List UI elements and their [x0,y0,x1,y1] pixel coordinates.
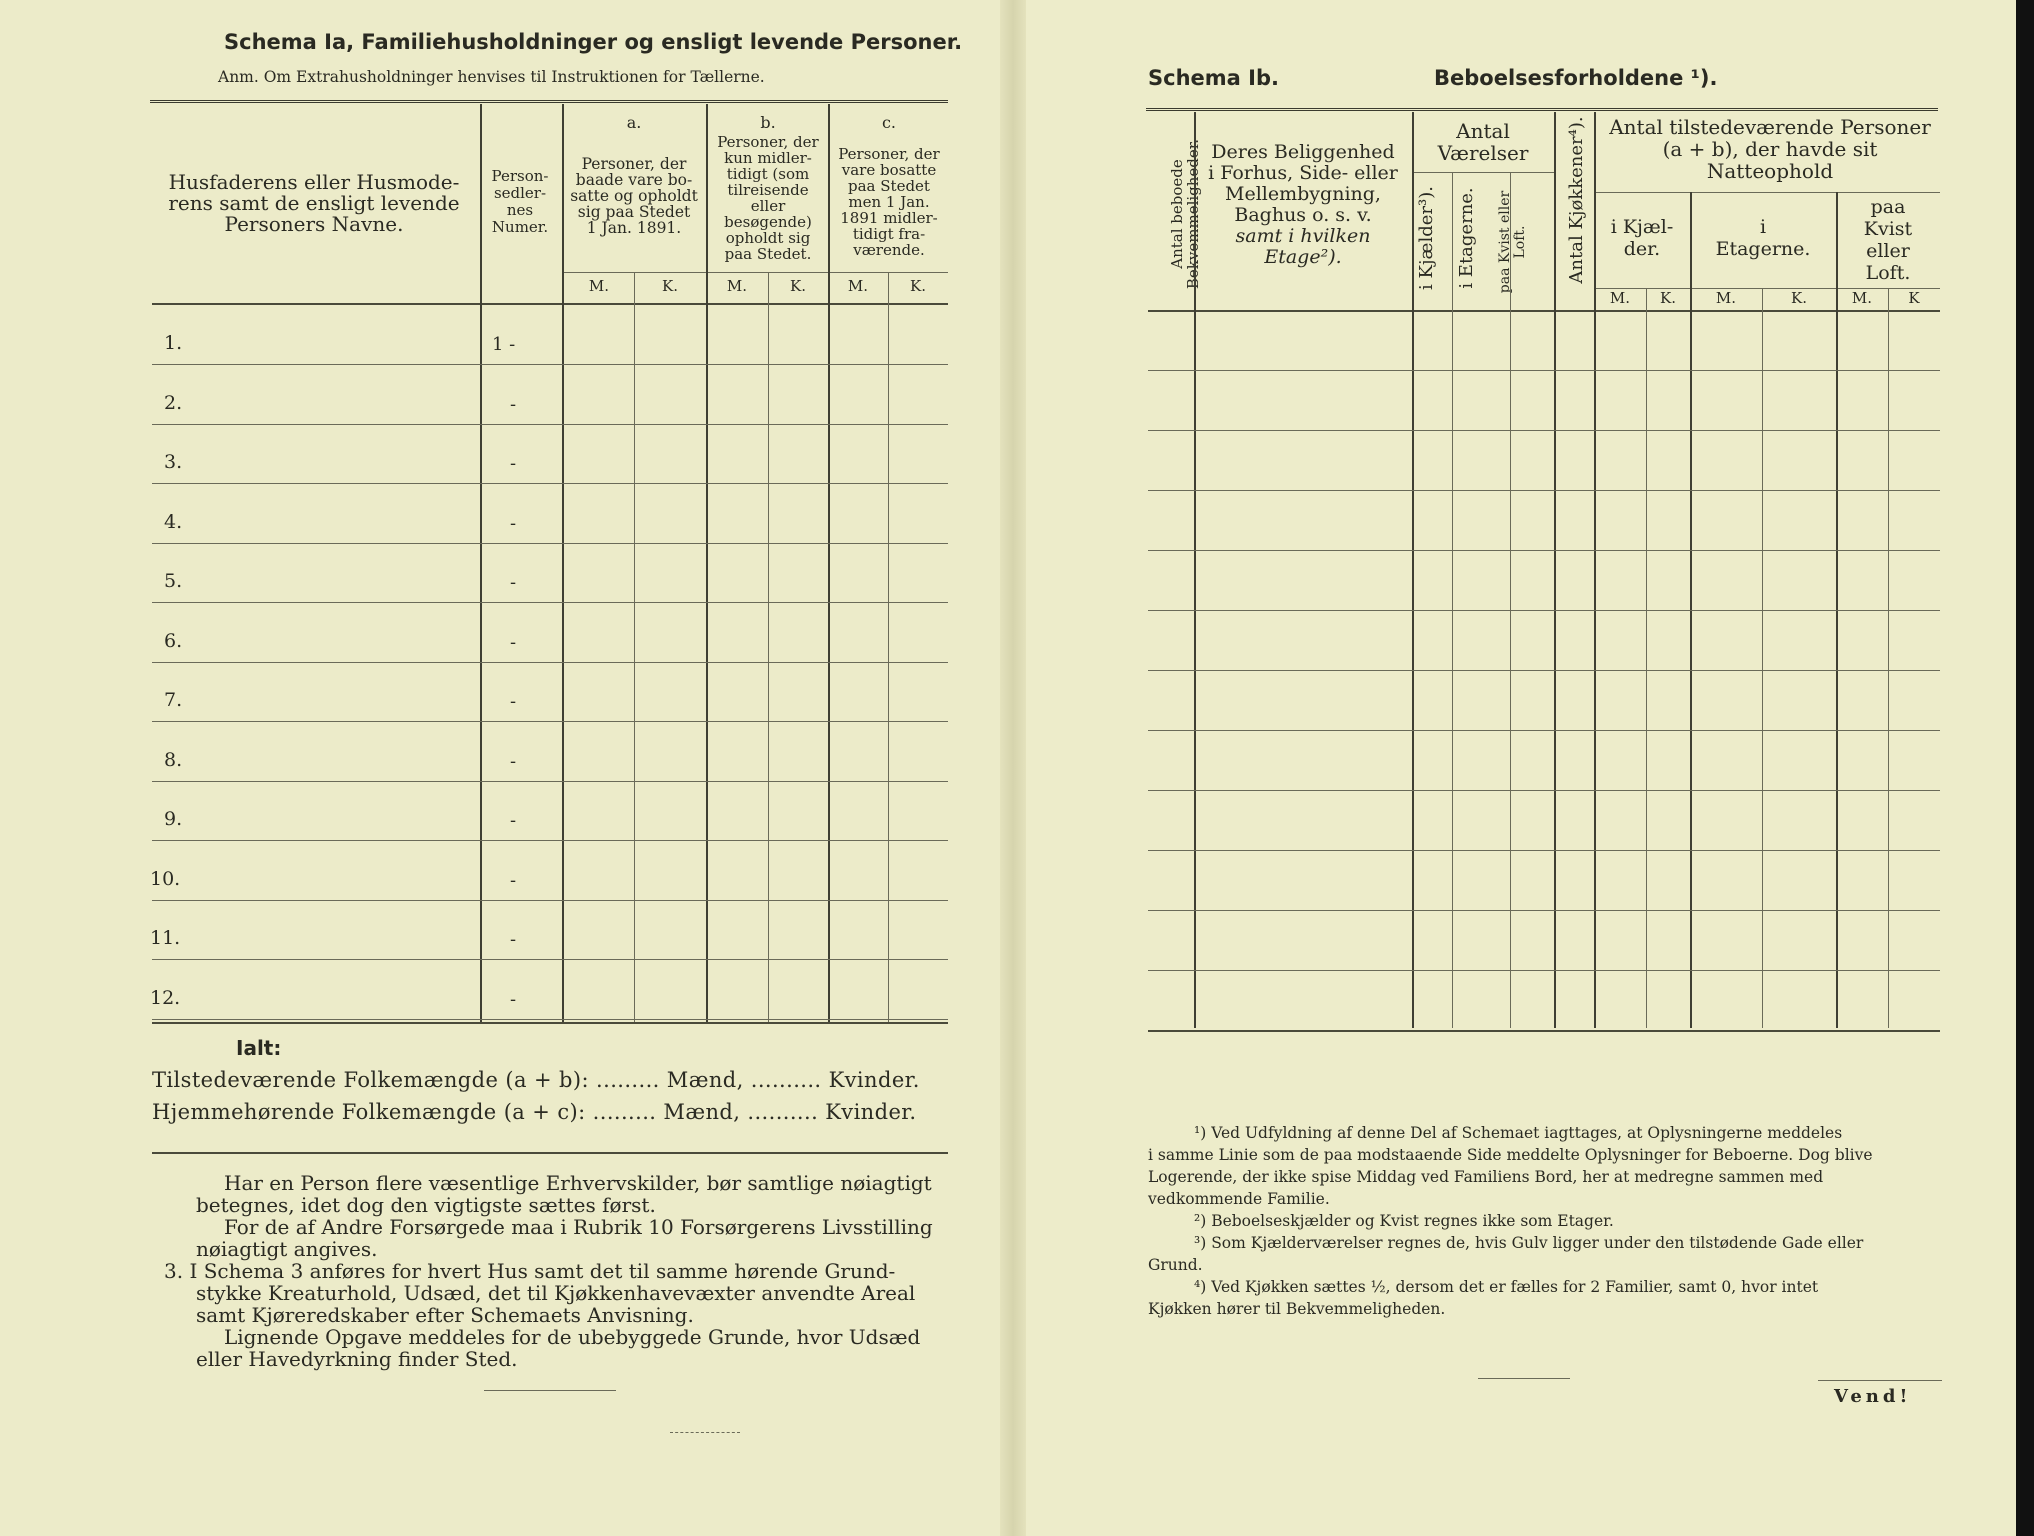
footnote-line: ³) Som Kjælderværelser regnes de, hvis Gulv ligger under den tilstødende Gade eller [1194,1234,1864,1252]
mk-label: K [1908,289,1920,307]
mk-label: K. [662,277,678,295]
row-rule [1148,910,1940,911]
col-divider [1762,288,1763,1028]
row-number: 4. [164,510,183,533]
col-c-letter: c. [881,113,897,132]
col-divider [562,104,564,1022]
col-divider [634,272,635,1022]
row-rule [152,483,948,484]
mk-label: M. [588,277,610,295]
book-gutter [1000,0,1026,1536]
personer-rule [1594,192,1940,193]
row-rule [152,840,948,841]
total-resident: Hjemmehørende Folkemængde (a + c): ......... Mænd, .......... Kvinder. [152,1100,917,1124]
end-rule [484,1390,616,1391]
row-person-number: 1 - [492,334,516,355]
col-antal-vaerelser-header: Antal Værelser [1437,119,1529,165]
note-line: stykke Kreaturhold, Udsæd, det til Kjøkkenhavevæxter anvendte Areal [196,1281,916,1305]
ialt-label: Ialt: [236,1036,282,1060]
row-person-number: - [510,512,517,534]
col-bekvemmeligheder-header: Antal beboede Bekvemmeligheder. [1168,138,1202,290]
row-number: 7. [164,689,183,711]
row-rule [152,900,948,901]
schema-ib-title: Schema Ib. [1148,66,1279,90]
mk-label: M. [1609,289,1631,307]
col-names-header: Husfaderens eller Husmode- rens samt de ensligt levende Personers Navne. [168,170,460,236]
end-rule-dashed [670,1432,740,1433]
row-number: 5. [164,570,183,592]
row-person-number: - [510,393,517,415]
schema-ib-subtitle: Beboelsesforholdene ¹). [1434,66,1718,90]
mk-label: M. [1851,289,1873,307]
row-number: 10. [150,867,181,890]
row-rule [152,1019,948,1020]
vaerelser-rule [1412,172,1554,173]
col-divider [888,272,889,1022]
footnote-line: ²) Beboelseskjælder og Kvist regnes ikke som Etager. [1194,1212,1614,1230]
col-b-letter: b. [760,113,776,132]
mk-label: K. [790,277,806,295]
footnote-line: Kjøkken hører til Bekvemmeligheden. [1148,1300,1446,1318]
row-rule [1148,970,1940,971]
sub-kjaelder-header: i Kjæl- der. [1610,216,1674,260]
col-divider [480,104,482,1022]
row-person-number: - [510,869,517,891]
col-beliggenhed-header: Deres Beliggenhed i Forhus, Side- eller Mellembygning, Baghus o. s. v. samt i hvilken Etage²). [1208,141,1398,268]
col-a-header: Personer, der baade vare bo- satte og opholdt sig paa Stedet 1 Jan. 1891. [570,155,698,237]
row-number: 12. [150,986,181,1009]
col-divider [1554,112,1556,1028]
sub-kvist-header: paa Kvist eller Loft. [1863,196,1913,284]
row-person-number: - [510,929,517,950]
col-etagerne-header: i Etagerne. [1456,187,1477,289]
note-line: samt Kjøreredskaber efter Schemaets Anvisning. [196,1303,694,1327]
col-divider [1412,112,1414,1028]
table-bottom-rule [1148,1030,1940,1032]
row-person-number: - [510,691,517,712]
col-divider [1888,288,1889,1028]
mk-label: M. [847,277,869,295]
note-line: 3. I Schema 3 anføres for hvert Hus samt det til samme hørende Grund- [164,1259,896,1283]
row-rule [152,721,948,722]
totals-rule [152,1152,948,1154]
row-rule [1148,790,1940,791]
row-rule [1148,370,1940,371]
row-rule [152,662,948,663]
col-divider [706,104,708,1022]
mk-label: M. [726,277,748,295]
col-kjokkener-header: Antal Kjøkkener⁴). [1566,116,1587,284]
row-number: 9. [164,808,183,830]
footnote-line: vedkommende Familie. [1148,1190,1330,1208]
row-person-number: - [510,631,517,653]
row-rule [152,602,948,603]
row-rule [1148,430,1940,431]
anm-note: Anm. Om Extrahusholdninger henvises til Instruktionen for Tællerne. [218,68,765,86]
row-rule [1148,850,1940,851]
top-rule [150,100,948,103]
row-rule [152,364,948,365]
row-number: 1. [164,332,183,354]
mk-label: K. [910,277,926,295]
row-person-number: - [510,453,517,474]
end-rule [1818,1380,1942,1381]
top-rule [1146,108,1938,111]
note-line: Har en Person flere væsentlige Erhvervskilder, bør samtlige nøiagtigt [224,1171,932,1195]
row-rule [1148,550,1940,551]
mk-label: K. [1660,289,1676,307]
total-present: Tilstedeværende Folkemængde (a + b): ......... Mænd, .......... Kvinder. [152,1068,920,1092]
scan-edge [2016,0,2034,1536]
row-rule [1148,730,1940,731]
sub-etagerne-header: i Etagerne. [1715,216,1811,260]
col-kvist-header: paa Kvist eller Loft. [1497,190,1528,294]
col-divider [768,272,769,1022]
vend-label: Vend! [1834,1386,1912,1407]
row-rule [152,959,948,960]
row-rule [152,543,948,544]
col-divider [1646,288,1647,1028]
col-number-header: Person- sedler- nes Numer. [491,167,549,236]
row-person-number: - [510,750,517,772]
col-divider [828,104,830,1022]
note-line: eller Havedyrkning finder Sted. [196,1347,518,1371]
row-number: 8. [164,748,183,771]
note-line: nøiagtigt angives. [196,1237,378,1261]
end-rule [1478,1378,1570,1379]
row-rule [152,781,948,782]
row-number: 3. [164,451,183,473]
col-c-header: Personer, der vare bosatte paa Stedet men 1 Jan. 1891 midler- tidigt fra- værende. [838,145,940,259]
footnote-line: ⁴) Ved Kjøkken sættes ½, dersom det er fælles for 2 Familier, samt 0, hvor intet [1194,1278,1819,1296]
footnote-line: Logerende, der ikke spise Middag ved Familiens Bord, her at medregne sammen med [1148,1168,1824,1186]
col-personer-header: Antal tilstedeværende Personer (a + b), der havde sit Natteophold [1609,115,1931,183]
row-person-number: - [510,810,517,831]
footnote-line: i samme Linie som de paa modstaaende Side meddelte Oplysninger for Beboerne. Dog blive [1148,1146,1873,1164]
col-a-letter: a. [626,113,642,132]
row-rule [1148,490,1940,491]
schema-ia-title: Schema Ia, Familiehusholdninger og ensligt levende Personer. [224,30,963,54]
mk-rule [564,272,948,273]
footnote-line: Grund. [1148,1256,1203,1274]
col-divider [1594,112,1596,1028]
table-bottom-rule [152,1022,948,1024]
mk-label: K. [1791,289,1807,307]
row-number: 11. [150,927,181,949]
note-line: Lignende Opgave meddeles for de ubebyggede Grunde, hvor Udsæd [224,1325,921,1349]
header-bottom-rule [1148,310,1940,312]
col-divider [1510,172,1511,1028]
mk-label: M. [1715,289,1737,307]
row-rule [1148,610,1940,611]
row-rule [152,424,948,425]
row-rule [1148,670,1940,671]
col-divider [1452,172,1453,1028]
col-kjaelder-header: i Kjælder³). [1416,186,1437,290]
row-person-number: - [510,988,517,1010]
note-line: For de af Andre Forsørgede maa i Rubrik 10 Forsørgerens Livsstilling [224,1215,933,1239]
row-number: 6. [164,629,183,652]
note-line: betegnes, idet dog den vigtigste sættes først. [196,1193,656,1217]
col-b-header: Personer, der kun midler- tidigt (som tilreisende eller besøgende) opholdt sig paa Stedet. [717,133,819,263]
row-number: 2. [164,391,183,414]
footnote-line: ¹) Ved Udfyldning af denne Del af Schemaet iagttages, at Oplysningerne meddeles [1194,1124,1843,1142]
col-divider [1194,112,1196,1028]
row-person-number: - [510,572,517,593]
